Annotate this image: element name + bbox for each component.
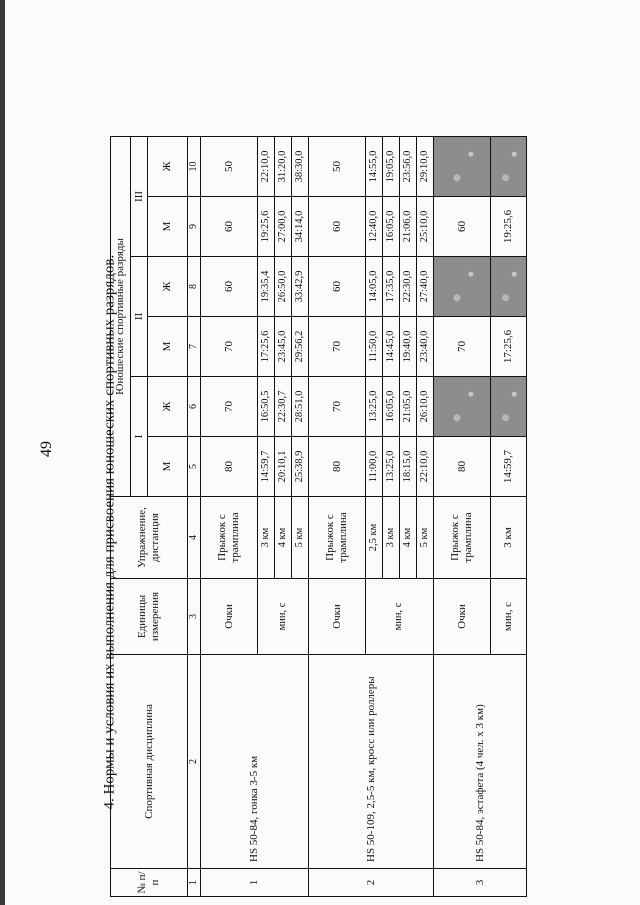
- shaded-empty-cell: [491, 377, 527, 437]
- value-cell: 17:25,6: [258, 317, 275, 377]
- column-number: 9: [188, 197, 201, 257]
- exercise-cell: 5 км: [292, 497, 309, 579]
- row-number: 3: [434, 869, 527, 897]
- value-cell: 28:51,0: [292, 377, 309, 437]
- column-number: 3: [188, 579, 201, 655]
- exercise-cell: 2,5 км: [366, 497, 383, 579]
- value-cell: 60: [309, 197, 366, 257]
- value-cell: 38:30,0: [292, 136, 309, 196]
- discipline-name: HS 50-84, гонка 3-5 км: [201, 655, 309, 869]
- units-cell: мин, с: [366, 579, 434, 655]
- value-cell: 16:05,0: [383, 197, 400, 257]
- exercise-cell: 3 км: [258, 497, 275, 579]
- value-cell: 27:40,0: [417, 257, 434, 317]
- exercise-cell: 5 км: [417, 497, 434, 579]
- binding-edge: [0, 0, 5, 905]
- value-cell: 21:06,0: [400, 197, 417, 257]
- exercise-cell: 3 км: [491, 497, 527, 579]
- value-cell: 13:25,0: [383, 437, 400, 497]
- value-cell: 26:10,0: [417, 377, 434, 437]
- value-cell: 34:14,0: [292, 197, 309, 257]
- value-cell: 70: [201, 317, 258, 377]
- value-cell: 60: [309, 257, 366, 317]
- value-cell: 22:30,7: [275, 377, 292, 437]
- value-cell: 19:25,6: [258, 197, 275, 257]
- exercise-cell: Прыжок с трамплина: [309, 497, 366, 579]
- row-number: 1: [201, 869, 309, 897]
- discipline-name: HS 50-109, 2,5-5 км, кросс или роллеры: [309, 655, 434, 869]
- column-number: 4: [188, 497, 201, 579]
- header-male: М: [148, 197, 188, 257]
- page-number: 49: [38, 441, 55, 457]
- value-cell: 19:25,6: [491, 197, 527, 257]
- column-number: 1: [188, 869, 201, 897]
- value-cell: 11:00,0: [366, 437, 383, 497]
- value-cell: 17:35,0: [383, 257, 400, 317]
- value-cell: 33:42,9: [292, 257, 309, 317]
- value-cell: 11:50,0: [366, 317, 383, 377]
- header-youth-ranks: Юношеские спортивные разряды: [111, 136, 131, 496]
- value-cell: 18:15,0: [400, 437, 417, 497]
- value-cell: 16:50,5: [258, 377, 275, 437]
- shaded-empty-cell: [491, 257, 527, 317]
- value-cell: 70: [201, 377, 258, 437]
- value-cell: 60: [201, 197, 258, 257]
- column-number: 5: [188, 437, 201, 497]
- header-units: Единицы измерения: [111, 579, 188, 655]
- exercise-cell: 4 км: [400, 497, 417, 579]
- header-female: Ж: [148, 257, 188, 317]
- value-cell: 60: [201, 257, 258, 317]
- value-cell: 14:55,0: [366, 136, 383, 196]
- header-rank-2: II: [131, 257, 148, 377]
- shaded-empty-cell: [491, 136, 527, 196]
- value-cell: 23:40,0: [417, 317, 434, 377]
- value-cell: 60: [434, 197, 491, 257]
- value-cell: 31:20,0: [275, 136, 292, 196]
- header-exercise: Упражнение, дистанция: [111, 497, 188, 579]
- header-rank-3: III: [131, 136, 148, 256]
- value-cell: 22:10,0: [258, 136, 275, 196]
- value-cell: 14:05,0: [366, 257, 383, 317]
- value-cell: 14:59,7: [491, 437, 527, 497]
- column-number: 10: [188, 136, 201, 196]
- rotated-table-wrapper: [110, 137, 524, 897]
- column-number: 7: [188, 317, 201, 377]
- shaded-empty-cell: [434, 377, 491, 437]
- value-cell: 23:56,0: [400, 136, 417, 196]
- value-cell: 70: [309, 317, 366, 377]
- value-cell: 14:45,0: [383, 317, 400, 377]
- value-cell: 80: [201, 437, 258, 497]
- units-cell: Очки: [434, 579, 491, 655]
- discipline-name: HS 50-84, эстафета (4 чел. x 3 км): [434, 655, 527, 869]
- value-cell: 80: [434, 437, 491, 497]
- value-cell: 25:38,9: [292, 437, 309, 497]
- units-cell: мин, с: [258, 579, 309, 655]
- units-cell: Очки: [309, 579, 366, 655]
- value-cell: 16:05,0: [383, 377, 400, 437]
- value-cell: 50: [201, 136, 258, 196]
- column-number: 2: [188, 655, 201, 869]
- units-cell: мин, с: [491, 579, 527, 655]
- header-no: № п/п: [111, 869, 188, 897]
- value-cell: 23:45,0: [275, 317, 292, 377]
- value-cell: 80: [309, 437, 366, 497]
- units-cell: Очки: [201, 579, 258, 655]
- value-cell: 26:50,0: [275, 257, 292, 317]
- exercise-cell: Прыжок с трамплина: [201, 497, 258, 579]
- column-number: 6: [188, 377, 201, 437]
- value-cell: 25:10,0: [417, 197, 434, 257]
- header-female: Ж: [148, 136, 188, 196]
- value-cell: 70: [309, 377, 366, 437]
- value-cell: 12:40,0: [366, 197, 383, 257]
- shaded-empty-cell: [434, 257, 491, 317]
- value-cell: 19:40,0: [400, 317, 417, 377]
- header-discipline: Спортивная дисциплина: [111, 655, 188, 869]
- value-cell: 21:05,0: [400, 377, 417, 437]
- section-heading: 4. Нормы и условия их выполнения для присвоения юношеских спортивных разрядов.: [101, 254, 118, 810]
- value-cell: 70: [434, 317, 491, 377]
- value-cell: 27:00,0: [275, 197, 292, 257]
- row-number: 2: [309, 869, 434, 897]
- header-male: М: [148, 437, 188, 497]
- shaded-empty-cell: [434, 136, 491, 196]
- header-rank-1: I: [131, 377, 148, 497]
- value-cell: 29:10,0: [417, 136, 434, 196]
- exercise-cell: 3 км: [383, 497, 400, 579]
- value-cell: 17:25,6: [491, 317, 527, 377]
- exercise-cell: 4 км: [275, 497, 292, 579]
- value-cell: 14:59,7: [258, 437, 275, 497]
- value-cell: 19:35,4: [258, 257, 275, 317]
- youth-ranks-norms-table: [110, 136, 527, 897]
- exercise-cell: Прыжок с трамплина: [434, 497, 491, 579]
- value-cell: 22:10,0: [417, 437, 434, 497]
- value-cell: 20:10,1: [275, 437, 292, 497]
- column-number: 8: [188, 257, 201, 317]
- value-cell: 13:25,0: [366, 377, 383, 437]
- value-cell: 19:05,0: [383, 136, 400, 196]
- value-cell: 50: [309, 136, 366, 196]
- header-female: Ж: [148, 377, 188, 437]
- value-cell: 29:56,2: [292, 317, 309, 377]
- value-cell: 22:30,0: [400, 257, 417, 317]
- header-male: М: [148, 317, 188, 377]
